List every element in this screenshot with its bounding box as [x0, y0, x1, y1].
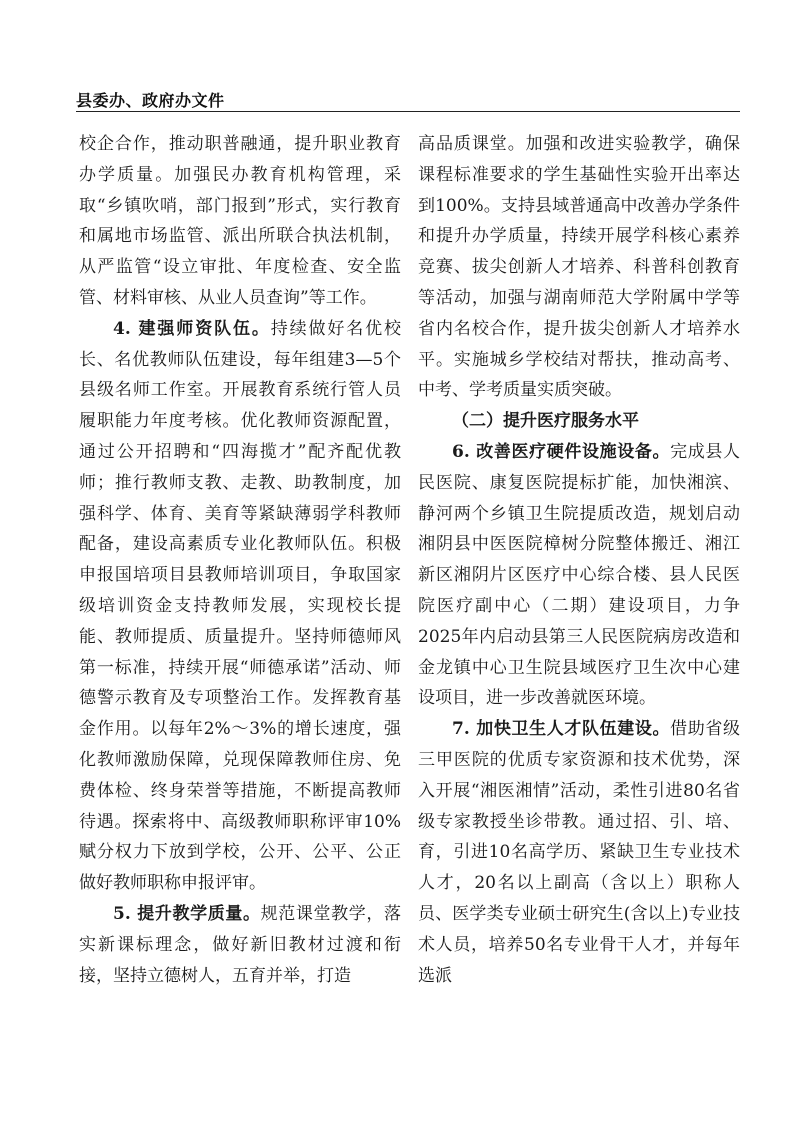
item-heading: 6. 改善医疗硬件设施设备。 [452, 441, 671, 462]
left-column [79, 129, 401, 991]
item-heading: 7. 加快卫生人才队伍建设。 [452, 719, 671, 740]
document-header-title: 县委办、政府办文件 [76, 91, 225, 110]
item-body: 借助省级三甲医院的优质专家资源和技术优势，深入开展“湘医湘情”活动，柔性引进80名省级专家教授坐诊带教。通过招、引、培、育，引进10名高学历、紧缺卫生专业技术人才，20名以上副高（含以上）职称人员、医学类专业硕士研究生(含以上)专业技术人员，培养50名专业骨干人才，并每年选派 [418, 719, 741, 986]
right-column [418, 129, 740, 991]
paragraph-teacher-team [79, 314, 401, 899]
paragraph-teaching-quality [79, 899, 401, 991]
item-body: 完成县人民医院、康复医院提标扩能，加快湘滨、静河两个乡镇卫生院提质改造，规划启动湘阴县中医医院樟树分院整体搬迁、湘江新区湘阴片区医疗中心综合楼、县人民医院医疗副中心（二期）建设项目，力争2025年内启动县第三人民医院病房改造和金龙镇中心卫生院县域医疗卫生次中心建设项目，进一步改善就医环境。 [418, 441, 741, 709]
paragraph-continuation: 高品质课堂。加强和改进实验教学，确保课程标准要求的学生基础性实验开出率达到100%。支持县域普通高中改善办学条件和提升办学质量，持续开展学科核心素养竞赛、拔尖创新人才培养、科普科创教育等活动，加强与湖南师范大学附属中学等省内名校合作，提升拔尖创新人才培养水平。实施城乡学校结对帮扶，推动高考、中考、学考质量实质突破。 [418, 134, 740, 401]
paragraph-medical-facilities [418, 437, 740, 714]
item-body: 规范课堂教学，落实新课标理念，做好新旧教材过渡和衔接，坚持立德树人，五育并举，打造 [79, 903, 401, 986]
item-body: 持续做好名优校长、名优教师队伍建设，每年组建3—5个县级名师工作室。开展教育系统行管人员履职能力年度考核。优化教师资源配置，通过公开招聘和“四海揽才”配齐配优教师；推行教师支教、走教、助教制度，加强科学、体育、美育等紧缺薄弱学科教师配备，建设高素质专业化教师队伍。积极申报国培项目县教师培训项目，争取国家级培训资金支持教师发展，实现校长提能、教师提质、质量提升。坚持师德师风第一标准，持续开展“师德承诺”活动、师德警示教育及专项整治工作。发挥教育基金作用。以每年2%～3%的增长速度，强化教师激励保障，兑现保障教师住房、免费体检、终身荣誉等措施，不断提高教师待遇。探索将中、高级教师职称评审10%赋分权力下放到学校，公开、公平、公正做好教师职称申报评审。 [79, 318, 402, 894]
header-divider [76, 111, 740, 112]
paragraph-continuation: 校企合作，推动职普融通，提升职业教育办学质量。加强民办教育机构管理，采取“乡镇吹哨，部门报到”形式，实行教育和属地市场监管、派出所联合执法机制，从严监管“设立审批、年度检查、安全监管、材料审核、从业人员查询”等工作。 [79, 134, 401, 308]
paragraph-health-talent [418, 714, 740, 991]
item-heading: 5. 提升教学质量。 [113, 903, 261, 924]
section-heading: （二）提升医疗服务水平 [452, 411, 639, 432]
item-heading: 4. 建强师资队伍。 [113, 318, 271, 339]
